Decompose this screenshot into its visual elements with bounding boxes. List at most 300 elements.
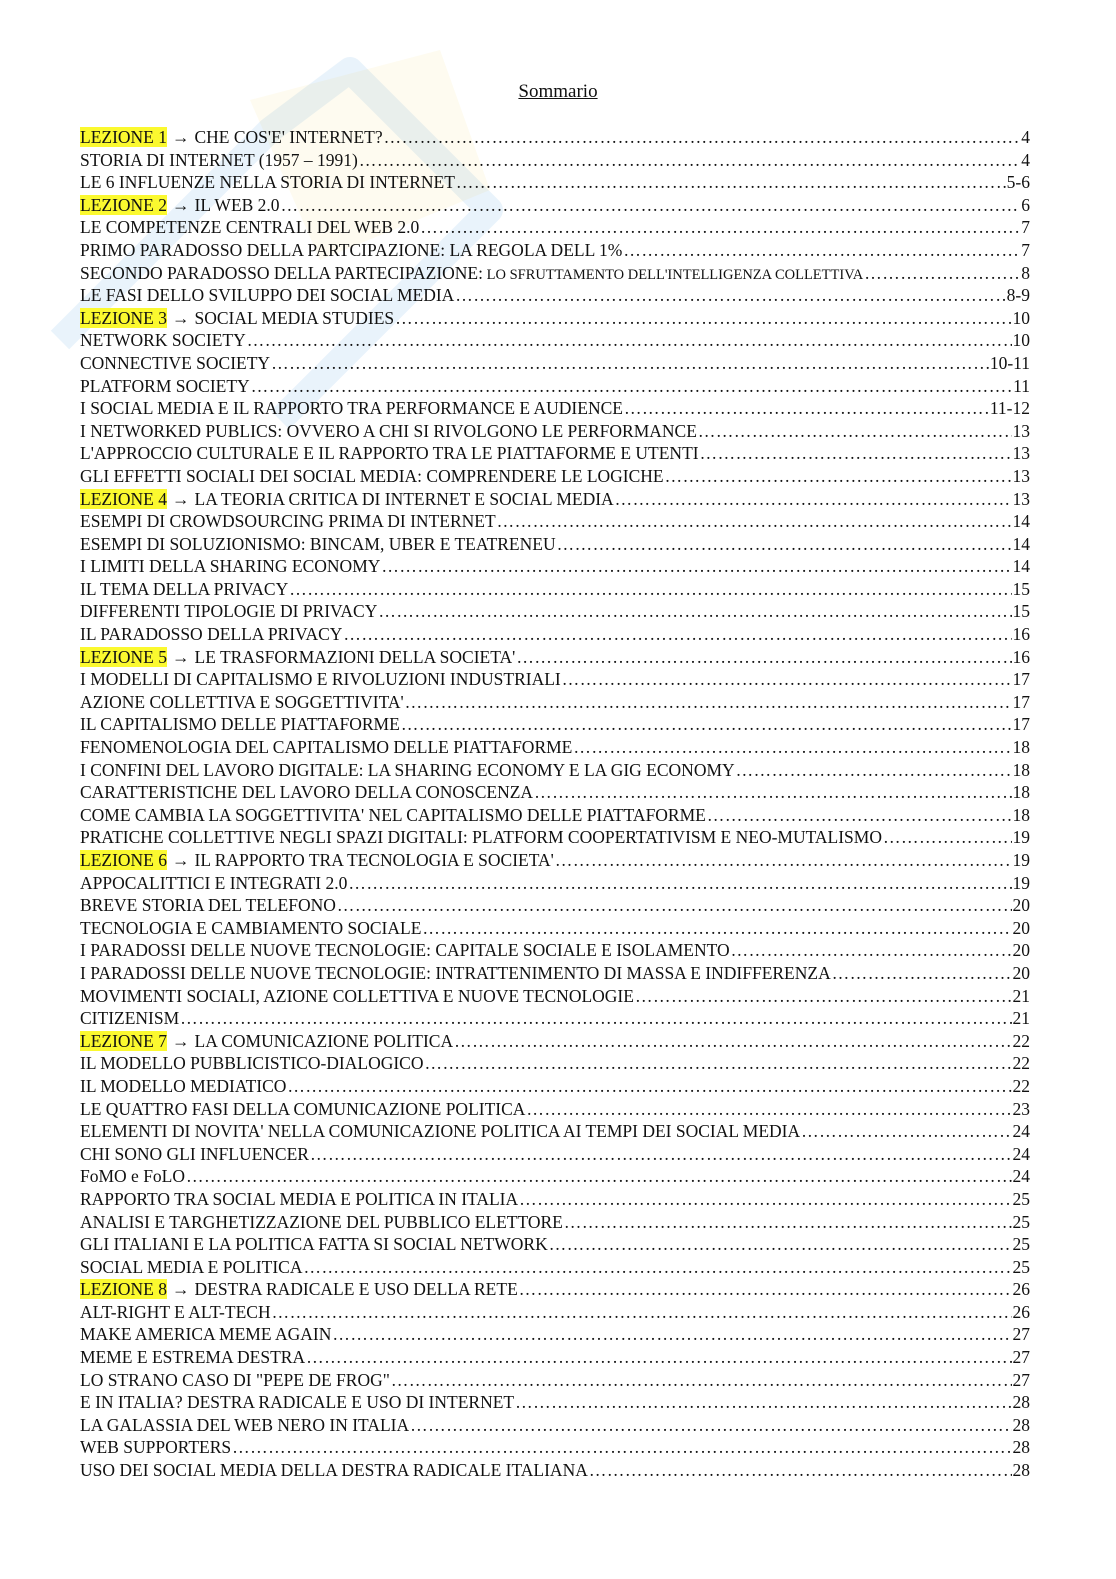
toc-row	[80, 736, 1030, 759]
toc-entry-label	[80, 1211, 563, 1233]
toc-row	[80, 962, 1030, 985]
leader-dots	[303, 1256, 1011, 1278]
toc-entry-text: CHI SONO GLI INFLUENCER	[80, 1143, 309, 1164]
leader-dots	[420, 216, 1020, 238]
leader-dots	[454, 1030, 1011, 1052]
toc-row	[80, 1256, 1030, 1279]
toc-entry-text: E IN ITALIA? DESTRA RADICALE E USO DI INTERNET	[80, 1392, 515, 1413]
toc-entry-text: LE COMPETENZE CENTRALI DEL WEB 2.0	[80, 217, 420, 238]
toc-row	[80, 284, 1030, 307]
leader-dots	[306, 1346, 1011, 1368]
toc-page-number: 16	[1012, 646, 1030, 667]
toc-entry-label	[80, 781, 533, 803]
toc-entry-label	[80, 262, 863, 285]
table-of-contents	[80, 126, 1030, 1482]
toc-page-number: 13	[1012, 420, 1030, 441]
toc-row	[80, 600, 1030, 623]
toc-row	[80, 375, 1030, 398]
toc-entry-label	[80, 149, 358, 171]
toc-entry-label	[80, 1030, 453, 1052]
toc-entry-label	[80, 216, 419, 238]
toc-entry-label	[80, 872, 347, 894]
toc-entry-text: FoMO e FoLO	[80, 1166, 186, 1187]
toc-page-number: 25	[1012, 1211, 1030, 1232]
toc-entry-label	[80, 1391, 514, 1413]
toc-page-number: 18	[1012, 737, 1030, 758]
toc-entry-label	[80, 1346, 305, 1368]
toc-entry-text: IL PARADOSSO DELLA PRIVACY	[80, 624, 343, 645]
toc-row	[80, 262, 1030, 285]
lesson-highlight: LEZIONE 2	[80, 194, 167, 215]
toc-page-number: 20	[1012, 962, 1030, 983]
toc-entry-text: SOCIAL MEDIA E POLITICA	[80, 1256, 303, 1277]
leader-dots	[422, 917, 1011, 939]
toc-entry-label	[80, 1459, 588, 1481]
leader-dots	[271, 352, 989, 374]
leader-dots	[549, 1233, 1012, 1255]
toc-entry-text: LO STRANO CASO DI "PEPE DE FROG"	[80, 1369, 390, 1390]
toc-row	[80, 691, 1030, 714]
toc-row	[80, 1165, 1030, 1188]
toc-entry-text: ANALISI E TARGHETIZZAZIONE DEL PUBBLICO ELETTORE	[80, 1211, 563, 1232]
toc-row	[80, 623, 1030, 646]
toc-row	[80, 917, 1030, 940]
toc-entry-text: AZIONE COLLETTIVA E SOGGETTIVITA'	[80, 691, 404, 712]
toc-row	[80, 1120, 1030, 1143]
lesson-highlight: LEZIONE 5	[80, 646, 167, 667]
toc-entry-text: ELEMENTI DI NOVITA' NELLA COMUNICAZIONE POLITICA AI TEMPI DEI SOCIAL MEDIA	[80, 1121, 801, 1142]
toc-page-number: 16	[1012, 624, 1030, 645]
leader-dots	[564, 1211, 1012, 1233]
toc-page-number: 20	[1012, 895, 1030, 916]
toc-entry-text: CITIZENISM	[80, 1008, 180, 1029]
toc-lesson-row	[80, 1278, 1030, 1301]
toc-entry-label	[80, 578, 288, 600]
toc-row	[80, 510, 1030, 533]
leader-dots	[425, 1052, 1012, 1074]
toc-entry-text: L'APPROCCIO CULTURALE E IL RAPPORTO TRA LE PIATTAFORME E UTENTI	[80, 443, 699, 464]
leader-dots	[698, 420, 1012, 442]
toc-row	[80, 239, 1030, 262]
toc-entry-text: MAKE AMERICA MEME AGAIN	[80, 1324, 332, 1345]
leader-dots	[251, 375, 1012, 397]
toc-entry-label	[80, 329, 246, 351]
toc-page-number: 7	[1021, 239, 1030, 260]
toc-entry-text: IL MODELLO MEDIATICO	[80, 1075, 287, 1096]
leader-dots	[562, 668, 1012, 690]
arrow-icon: →	[172, 1279, 190, 1300]
toc-page-number: 24	[1012, 1166, 1030, 1187]
toc-row	[80, 668, 1030, 691]
toc-entry-label	[80, 1075, 286, 1097]
toc-row	[80, 1459, 1030, 1482]
leader-dots	[519, 1188, 1011, 1210]
toc-page-number: 14	[1012, 533, 1030, 554]
toc-page-number: 25	[1012, 1234, 1030, 1255]
toc-entry-label	[80, 1256, 302, 1278]
toc-page-number: 22	[1012, 1030, 1030, 1051]
leader-dots	[515, 1391, 1011, 1413]
toc-entry-text: GLI EFFETTI SOCIALI DEI SOCIAL MEDIA: COMPRENDERE LE LOGICHE	[80, 465, 664, 486]
toc-page-number: 25	[1012, 1188, 1030, 1209]
toc-page-number: 13	[1012, 443, 1030, 464]
toc-row	[80, 465, 1030, 488]
toc-page-number: 27	[1012, 1347, 1030, 1368]
toc-entry-label	[80, 171, 455, 193]
toc-page-number: 17	[1012, 714, 1030, 735]
toc-page-number: 26	[1012, 1301, 1030, 1322]
leader-dots	[883, 826, 1012, 848]
toc-entry-label	[80, 600, 377, 622]
leader-dots	[526, 1098, 1011, 1120]
toc-page-number: 15	[1012, 601, 1030, 622]
toc-lesson-row	[80, 307, 1030, 330]
toc-page-number: 25	[1012, 1256, 1030, 1277]
leader-dots	[391, 1369, 1012, 1391]
toc-entry-text: APPOCALITTICI E INTEGRATI 2.0	[80, 872, 348, 893]
toc-entry-text: I SOCIAL MEDIA E IL RAPPORTO TRA PERFORMANCE E AUDIENCE	[80, 398, 623, 419]
leader-dots	[281, 194, 1021, 216]
toc-entry-label	[80, 736, 572, 758]
leader-dots	[337, 894, 1012, 916]
toc-row	[80, 420, 1030, 443]
toc-entry-text: PRIMO PARADOSSO DELLA PARTCIPAZIONE: LA REGOLA DELL 1%	[80, 239, 623, 260]
toc-entry-text: MOVIMENTI SOCIALI, AZIONE COLLETTIVA E NUOVE TECNOLOGIE	[80, 985, 634, 1006]
leader-dots	[343, 623, 1011, 645]
toc-entry-text: CARATTERISTICHE DEL LAVORO DELLA CONOSCENZA	[80, 782, 534, 803]
toc-page-number: 14	[1012, 556, 1030, 577]
toc-entry-text: I CONFINI DEL LAVORO DIGITALE: LA SHARING ECONOMY E LA GIG ECONOMY	[80, 759, 735, 780]
toc-page-number: 4	[1021, 149, 1030, 170]
leader-dots	[573, 736, 1011, 758]
toc-page-number: 8-9	[1006, 285, 1030, 306]
toc-entry-text: IL RAPPORTO TRA TECNOLOGIA E SOCIETA'	[194, 850, 554, 870]
leader-dots	[247, 329, 1012, 351]
toc-page-number: 13	[1012, 465, 1030, 486]
toc-entry-text: SECONDO PARADOSSO DELLA PARTECIPAZIONE:	[80, 262, 483, 283]
leader-dots	[332, 1323, 1011, 1345]
toc-entry-text: MEME E ESTREMA DESTRA	[80, 1347, 306, 1368]
toc-lesson-row	[80, 646, 1030, 669]
toc-row	[80, 171, 1030, 194]
toc-entry-label	[80, 533, 556, 555]
toc-entry-label	[80, 397, 623, 419]
toc-lesson-row	[80, 849, 1030, 872]
toc-entry-text: LA TEORIA CRITICA DI INTERNET E SOCIAL MEDIA	[194, 488, 614, 509]
toc-entry-text: DESTRA RADICALE E USO DELLA RETE	[194, 1279, 518, 1300]
toc-entry-text: IL CAPITALISMO DELLE PIATTAFORME	[80, 714, 400, 735]
toc-row	[80, 781, 1030, 804]
toc-entry-text: LE QUATTRO FASI DELLA COMUNICAZIONE POLITICA	[80, 1098, 526, 1119]
toc-page-number: 11-12	[989, 398, 1030, 419]
toc-entry-label	[80, 239, 622, 261]
leader-dots	[555, 849, 1012, 871]
arrow-icon: →	[172, 194, 190, 215]
toc-page-number: 24	[1012, 1143, 1030, 1164]
toc-entry-label	[80, 307, 394, 329]
toc-page-number: 8	[1021, 262, 1030, 283]
toc-entry-label	[80, 1052, 424, 1074]
leader-dots	[707, 804, 1012, 826]
toc-entry-text: SOCIAL MEDIA STUDIES	[194, 307, 395, 328]
leader-dots	[736, 759, 1012, 781]
toc-page-number: 10-11	[989, 352, 1030, 373]
lesson-highlight: LEZIONE 6	[80, 850, 167, 870]
toc-page-number: 18	[1012, 804, 1030, 825]
page-title: Sommario	[518, 81, 598, 102]
toc-page-number: 27	[1012, 1324, 1030, 1345]
toc-entry-text: LA GALASSIA DEL WEB NERO IN ITALIA	[80, 1414, 410, 1435]
toc-page-number: 17	[1012, 669, 1030, 690]
toc-page-number: 21	[1012, 985, 1030, 1006]
toc-entry-label	[80, 420, 697, 442]
toc-entry-label	[80, 375, 250, 397]
toc-page-number: 5-6	[1006, 172, 1030, 193]
leader-dots	[700, 442, 1012, 464]
toc-entry-text: WEB SUPPORTERS	[80, 1437, 232, 1458]
toc-entry-text: ALT-RIGHT E ALT-TECH	[80, 1301, 271, 1322]
leader-dots	[731, 939, 1012, 961]
toc-row	[80, 397, 1030, 420]
toc-row	[80, 1436, 1030, 1459]
leader-dots	[534, 781, 1011, 803]
toc-entry-text: GLI ITALIANI E LA POLITICA FATTA SI SOCIAL NETWORK	[80, 1234, 548, 1255]
leader-dots	[401, 713, 1012, 735]
toc-page-number: 19	[1012, 850, 1030, 870]
toc-row	[80, 1007, 1030, 1030]
leader-dots	[310, 1143, 1012, 1165]
lesson-highlight: LEZIONE 7	[80, 1030, 167, 1051]
toc-page-number: 7	[1021, 217, 1030, 238]
toc-page-number: 24	[1012, 1121, 1030, 1142]
toc-entry-label	[80, 1007, 179, 1029]
leader-dots	[519, 1278, 1012, 1300]
toc-entry-label	[80, 126, 383, 148]
leader-dots	[186, 1165, 1011, 1187]
toc-entry-text: LE 6 INFLUENZE NELLA STORIA DI INTERNET	[80, 172, 455, 193]
toc-entry-label	[80, 465, 664, 487]
leader-dots	[557, 533, 1012, 555]
leader-dots	[348, 872, 1011, 894]
arrow-icon: →	[172, 127, 190, 147]
toc-page-number: 26	[1012, 1279, 1030, 1300]
leader-dots	[615, 488, 1012, 510]
arrow-icon: →	[172, 646, 190, 667]
leader-dots	[410, 1414, 1011, 1436]
leader-dots	[516, 646, 1011, 668]
toc-entry-label	[80, 1323, 331, 1345]
toc-entry-text: ESEMPI DI CROWDSOURCING PRIMA DI INTERNET	[80, 511, 496, 532]
toc-entry-text: IL MODELLO PUBBLICISTICO-DIALOGICO	[80, 1053, 424, 1074]
toc-entry-subtext: LO SFRUTTAMENTO DELL'INTELLIGENZA COLLETTIVA	[482, 266, 864, 283]
lesson-highlight: LEZIONE 3	[80, 307, 167, 328]
leader-dots	[405, 691, 1012, 713]
toc-row	[80, 1052, 1030, 1075]
toc-entry-label	[80, 488, 614, 510]
toc-entry-label	[80, 442, 699, 464]
toc-entry-text: FENOMENOLOGIA DEL CAPITALISMO DELLE PIATTAFORME	[80, 737, 573, 758]
toc-entry-label	[80, 623, 342, 645]
leader-dots	[232, 1436, 1011, 1458]
leader-dots	[455, 284, 1005, 306]
toc-entry-label	[80, 691, 404, 713]
toc-row	[80, 1301, 1030, 1324]
leader-dots	[864, 262, 1020, 284]
toc-entry-label	[80, 894, 336, 916]
toc-row	[80, 759, 1030, 782]
leader-dots	[665, 465, 1012, 487]
toc-page-number: 10	[1012, 330, 1030, 351]
leader-dots	[497, 510, 1012, 532]
toc-entry-label	[80, 1098, 525, 1120]
toc-entry-text: PRATICHE COLLETTIVE NEGLI SPAZI DIGITALI: PLATFORM COOPERTATIVISM E NEO-MUTALISMO	[80, 827, 882, 848]
toc-entry-text: DIFFERENTI TIPOLOGIE DI PRIVACY	[80, 601, 378, 622]
toc-row	[80, 872, 1030, 895]
leader-dots	[359, 149, 1020, 171]
toc-entry-text: I PARADOSSI DELLE NUOVE TECNOLOGIE: INTRATTENIMENTO DI MASSA E INDIFFERENZA	[80, 962, 831, 983]
toc-page-number: 11	[1013, 375, 1030, 396]
toc-entry-label	[80, 917, 421, 939]
lesson-highlight: LEZIONE 8	[80, 1279, 167, 1300]
toc-entry-text: IL TEMA DELLA PRIVACY	[80, 578, 289, 599]
arrow-icon: →	[172, 307, 190, 328]
toc-entry-text: CONNECTIVE SOCIETY	[80, 352, 271, 373]
toc-entry-text: IL WEB 2.0	[194, 194, 280, 215]
leader-dots	[378, 600, 1011, 622]
toc-entry-text: I PARADOSSI DELLE NUOVE TECNOLOGIE: CAPITALE SOCIALE E ISOLAMENTO	[80, 940, 730, 961]
toc-entry-label	[80, 1143, 309, 1165]
toc-entry-text: PLATFORM SOCIETY	[80, 375, 250, 396]
toc-entry-label	[80, 1278, 518, 1300]
toc-entry-text: BREVE STORIA DEL TELEFONO	[80, 895, 336, 916]
toc-entry-label	[80, 668, 561, 690]
toc-row	[80, 985, 1030, 1008]
toc-row	[80, 329, 1030, 352]
arrow-icon: →	[172, 488, 190, 509]
toc-page-number: 21	[1012, 1008, 1030, 1029]
toc-row	[80, 216, 1030, 239]
toc-entry-text: I NETWORKED PUBLICS: OVVERO A CHI SI RIVOLGONO LE PERFORMANCE	[80, 420, 697, 441]
toc-entry-label	[80, 194, 280, 216]
toc-entry-label	[80, 352, 270, 374]
toc-entry-label	[80, 1233, 548, 1255]
leader-dots	[801, 1120, 1011, 1142]
leader-dots	[589, 1459, 1012, 1481]
toc-entry-text: NETWORK SOCIETY	[80, 330, 246, 351]
lesson-highlight: LEZIONE 4	[80, 488, 167, 509]
toc-entry-text: TECNOLOGIA E CAMBIAMENTO SOCIALE	[80, 917, 422, 938]
toc-entry-label	[80, 646, 515, 668]
toc-row	[80, 1188, 1030, 1211]
leader-dots	[456, 171, 1006, 193]
toc-page-number: 15	[1012, 578, 1030, 599]
toc-entry-text: ESEMPI DI SOLUZIONISMO: BINCAM, UBER E TEATRENEU	[80, 533, 556, 554]
toc-entry-label	[80, 1301, 271, 1323]
toc-entry-text: I LIMITI DELLA SHARING ECONOMY	[80, 556, 381, 577]
toc-entry-label	[80, 1120, 800, 1142]
toc-row	[80, 1143, 1030, 1166]
leader-dots	[272, 1301, 1012, 1323]
toc-page-number: 27	[1012, 1369, 1030, 1390]
leader-dots	[623, 239, 1020, 261]
leader-dots	[289, 578, 1011, 600]
toc-row	[80, 1346, 1030, 1369]
toc-row	[80, 149, 1030, 172]
toc-page-number: 23	[1012, 1098, 1030, 1119]
toc-entry-label	[80, 939, 730, 961]
toc-page-number: 18	[1012, 782, 1030, 803]
arrow-icon: →	[172, 850, 190, 870]
toc-row	[80, 804, 1030, 827]
toc-entry-text: COME CAMBIA LA SOGGETTIVITA' NEL CAPITALISMO DELLE PIATTAFORME	[80, 804, 706, 825]
toc-row	[80, 1075, 1030, 1098]
toc-row	[80, 1414, 1030, 1437]
toc-entry-text: RAPPORTO TRA SOCIAL MEDIA E POLITICA IN ITALIA	[80, 1188, 519, 1209]
lesson-highlight: LEZIONE 1	[80, 127, 167, 147]
toc-entry-label	[80, 284, 454, 306]
toc-entry-label	[80, 849, 554, 871]
toc-entry-label	[80, 985, 634, 1007]
toc-entry-text: CHE COS'E' INTERNET?	[194, 127, 383, 147]
toc-entry-label	[80, 759, 735, 781]
arrow-icon: →	[172, 1030, 190, 1051]
toc-entry-text: I MODELLI DI CAPITALISMO E RIVOLUZIONI INDUSTRIALI	[80, 669, 561, 690]
toc-row	[80, 826, 1030, 849]
toc-entry-label	[80, 510, 496, 532]
toc-row	[80, 894, 1030, 917]
toc-entry-label	[80, 555, 380, 577]
leader-dots	[384, 126, 1021, 148]
toc-row	[80, 1098, 1030, 1121]
toc-entry-label	[80, 713, 400, 735]
leader-dots	[635, 985, 1012, 1007]
toc-row	[80, 1323, 1030, 1346]
toc-entry-label	[80, 1436, 231, 1458]
toc-page-number: 28	[1012, 1392, 1030, 1413]
toc-entry-text: LE FASI DELLO SVILUPPO DEI SOCIAL MEDIA	[80, 285, 455, 306]
toc-page-number: 20	[1012, 940, 1030, 961]
toc-row	[80, 1391, 1030, 1414]
toc-row	[80, 713, 1030, 736]
toc-page-number: 10	[1012, 307, 1030, 328]
toc-row	[80, 939, 1030, 962]
toc-page-number: 20	[1012, 917, 1030, 938]
leader-dots	[381, 555, 1011, 577]
toc-entry-text: LA COMUNICAZIONE POLITICA	[194, 1030, 454, 1051]
toc-page-number: 22	[1012, 1075, 1030, 1096]
toc-row	[80, 578, 1030, 601]
toc-row	[80, 1211, 1030, 1234]
toc-row	[80, 442, 1030, 465]
toc-row	[80, 533, 1030, 556]
toc-entry-text: STORIA DI INTERNET (1957 – 1991)	[80, 149, 358, 170]
toc-row	[80, 1233, 1030, 1256]
toc-page-number: 19	[1012, 827, 1030, 848]
toc-page-number: 13	[1012, 488, 1030, 509]
leader-dots	[395, 307, 1011, 329]
toc-entry-label	[80, 826, 882, 848]
toc-entry-label	[80, 1165, 185, 1187]
toc-row	[80, 1369, 1030, 1392]
toc-page-number: 22	[1012, 1053, 1030, 1074]
leader-dots	[287, 1075, 1011, 1097]
toc-entry-label	[80, 1188, 518, 1210]
leader-dots	[624, 397, 989, 419]
toc-lesson-row	[80, 194, 1030, 217]
toc-page-number: 28	[1012, 1414, 1030, 1435]
toc-entry-label	[80, 804, 706, 826]
toc-entry-text: USO DEI SOCIAL MEDIA DELLA DESTRA RADICALE ITALIANA	[80, 1460, 588, 1481]
